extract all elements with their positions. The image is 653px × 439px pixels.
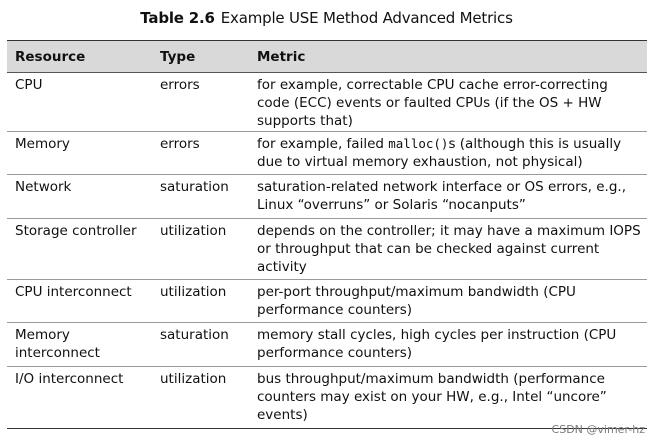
- cell-type: errors: [160, 136, 200, 152]
- table-number: Table 2.6: [140, 9, 215, 27]
- table-row: [7, 175, 647, 219]
- cell-type: saturation: [160, 179, 229, 195]
- cell-metric: memory stall cycles, high cycles per instruction (CPU performance counters): [257, 327, 617, 361]
- header-metric: Metric: [257, 48, 306, 65]
- table-row: [7, 219, 647, 280]
- metric-code: malloc(): [388, 136, 449, 151]
- cell-metric: [249, 135, 647, 174]
- header-type: Type: [160, 48, 196, 65]
- table-row: [7, 367, 647, 429]
- cell-metric: bus throughput/maximum bandwidth (performance counters may exist on your HW, e.g., Intel “uncore” events): [257, 371, 607, 423]
- cell-resource: CPU interconnect: [15, 284, 132, 300]
- table-row: [7, 73, 647, 132]
- cell-type: utilization: [160, 284, 227, 300]
- cell-resource: Memory: [15, 136, 70, 152]
- table-row: [7, 132, 647, 175]
- table-caption: [0, 9, 653, 27]
- cell-resource: Storage controller: [15, 223, 137, 239]
- cell-metric: per-port throughput/maximum bandwidth (CPU performance counters): [257, 284, 576, 318]
- cell-metric: depends on the controller; it may have a maximum IOPS or throughput that can be checked against current activity: [257, 223, 641, 275]
- table-row: [7, 323, 647, 367]
- table-header: [7, 40, 647, 73]
- cell-metric: saturation-related network interface or OS errors, e.g., Linux “overruns” or Solaris “nocanputs”: [257, 179, 627, 213]
- cell-resource: Memory interconnect: [15, 327, 100, 361]
- cell-resource: Network: [15, 179, 72, 195]
- metric-text: s (although this is usually due to virtual memory exhaustion, not physical): [257, 136, 622, 170]
- cell-type: errors: [160, 77, 200, 93]
- cell-type: saturation: [160, 327, 229, 343]
- table-title: Example USE Method Advanced Metrics: [220, 9, 513, 27]
- cell-resource: CPU: [15, 77, 43, 93]
- header-resource: Resource: [15, 48, 86, 65]
- metrics-table: [7, 40, 647, 429]
- watermark: CSDN @vimer-hz: [551, 423, 645, 436]
- metric-text: for example, failed: [257, 136, 389, 152]
- table-row: [7, 280, 647, 323]
- cell-type: utilization: [160, 371, 227, 387]
- cell-metric: for example, correctable CPU cache error-correcting code (ECC) events or faulted CPUs (if the OS + HW supports that): [257, 77, 608, 129]
- cell-type: utilization: [160, 223, 227, 239]
- cell-resource: I/O interconnect: [15, 371, 124, 387]
